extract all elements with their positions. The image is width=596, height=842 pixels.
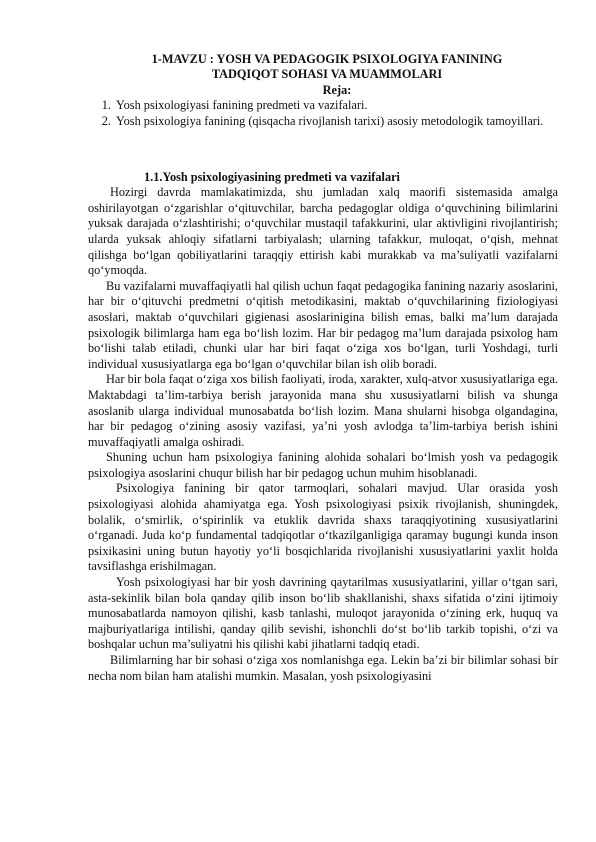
plan-label: Reja:: [322, 82, 352, 97]
body-paragraph: Psixologiya fanining bir qator tarmoqlari, sohalari mavjud. Ular orasida yosh psixologiyasi alohida ahamiyatga ega. Yosh psixologiyasi psixik rivojlanish, shuningdek, bolalik, o‘smirlik, o‘spirinlik va etuklik davrida shaxs taraqqiyotining xususiyatlarini o‘rganadi. Juda ko‘p fundamental tadqiqotlar o‘tkazilganligiga qaramay bugungi kunda inson psixikasini uning butun hayotiy yo‘li bosqichlarida rivojlanishi xususiyatlarini yaxlit holda tavsiflashga erishilmagan.: [88, 481, 558, 574]
body-paragraph: Hozirgi davrda mamlakatimizda, shu jumladan xalq maorifi sistemasida amalga oshirilayotgan o‘zgarishlar o‘qituvchilar, barcha pedagoglar oldiga o‘quvchining bilimlarini yuksak darajada o‘zlashtirishi; o‘quvchilar mustaqil tafakkurini, ular aktivligini rivojlantirish; ularda yuksak ahloqiy sifatlarni tarbiyalash; ularning tafakkur, muloqat, o‘qish, mehnat qilishga bo‘lgan qobiliyatlarini taraqqiy ettirish kabi murakkab va ma’suliyatli vazifalarni qo‘ymoqda.: [88, 185, 558, 278]
title-line-1: 1-MAVZU : YOSH VA PEDAGOGIK PSIXOLOGIYA FANINING: [151, 52, 503, 66]
body-paragraph: Har bir bola faqat o‘ziga xos bilish faoliyati, iroda, xarakter, xulq-atvor xususiyatlariga ega. Maktabdagi ta’lim-tarbiya berish jarayonida mana shu xususiyatlarni bilish va shunga asoslanib ularga individual munosabatda bo‘lish lozim. Mana shularni hisobga olgandagina, har bir pedagog o‘zining asosiy vazifasi, ya’ni yosh avlodga ta’lim-tarbiya berish ishini muvaffaqiyatli amalga oshiradi.: [88, 372, 558, 449]
title-line-2: TADQIQOT SOHASI VA MUAMMOLARI: [211, 67, 443, 82]
section-heading: 1.1.Yosh psixologiyasining predmeti va vazifalari: [144, 169, 400, 184]
plan-item: 2. Yosh psixologiya fanining (qisqacha rivojlanish tarixi) asosiy metodologik tamoyillari.: [114, 114, 558, 130]
document-title: [88, 52, 558, 83]
body-paragraph: Bilimlarning har bir sohasi o‘ziga xos nomlanishga ega. Lekin ba’zi bir bilimlar sohasi bir necha nom bilan ham atalishi mumkin. Masalan, yosh psixologiyasini: [88, 653, 558, 683]
plan-list: [88, 98, 558, 129]
body-paragraph: Shuning uchun ham psixologiya fanining alohida sohalari bo‘lmish yosh va pedagogik psixologiya asoslarini chuqur bilish har bir pedagog uchun muhim hisoblanadi.: [88, 450, 558, 480]
body-paragraph: Yosh psixologiyasi har bir yosh davrining qaytarilmas xususiyatlarini, yillar o‘tgan sari, asta-sekinlik bilan bola qanday qilib inson bo‘lib shakllanishi, shaxs sifatida o‘zini ijtimoiy munosabatlarda namoyon qilishi, kasb tanlashi, muloqot jarayonida o‘zining erk, huquq va majburiyatlariga intilishi, qanday qilib sevishi, ishonchli do‘st bo‘lib tarkib topishi, o‘zi va boshqalar uchun ma’suliyatni his qilishi kabi jihatlarni tadqiq etadi.: [88, 575, 558, 652]
document-page: [88, 52, 558, 684]
body-paragraph: Bu vazifalarni muvaffaqiyatli hal qilish uchun faqat pedagogika fanining nazariy asoslarini, har bir o‘qituvchi predmetni o‘qitish metodikasini, maktab o‘quvchilarining fiziologiyasi asoslari, maktab o‘quvchilari gigienasi asoslarinigina bilish emas, balki ma’lum darajada psixologik bilimlarga ham ega bo‘lish lozim. Har bir pedagog ma’lum darajada psixolog ham bo‘lishi talab etiladi, chunki ular har biri faqat o‘ziga xos bo‘lgan, turli Yoshdagi, turli individual xususiyatlarga ega bo‘lgan o‘quvchilar bilan ish olib boradi.: [88, 278, 558, 371]
plan-item: 1. Yosh psixologiyasi fanining predmeti va vazifalari.: [114, 98, 558, 114]
